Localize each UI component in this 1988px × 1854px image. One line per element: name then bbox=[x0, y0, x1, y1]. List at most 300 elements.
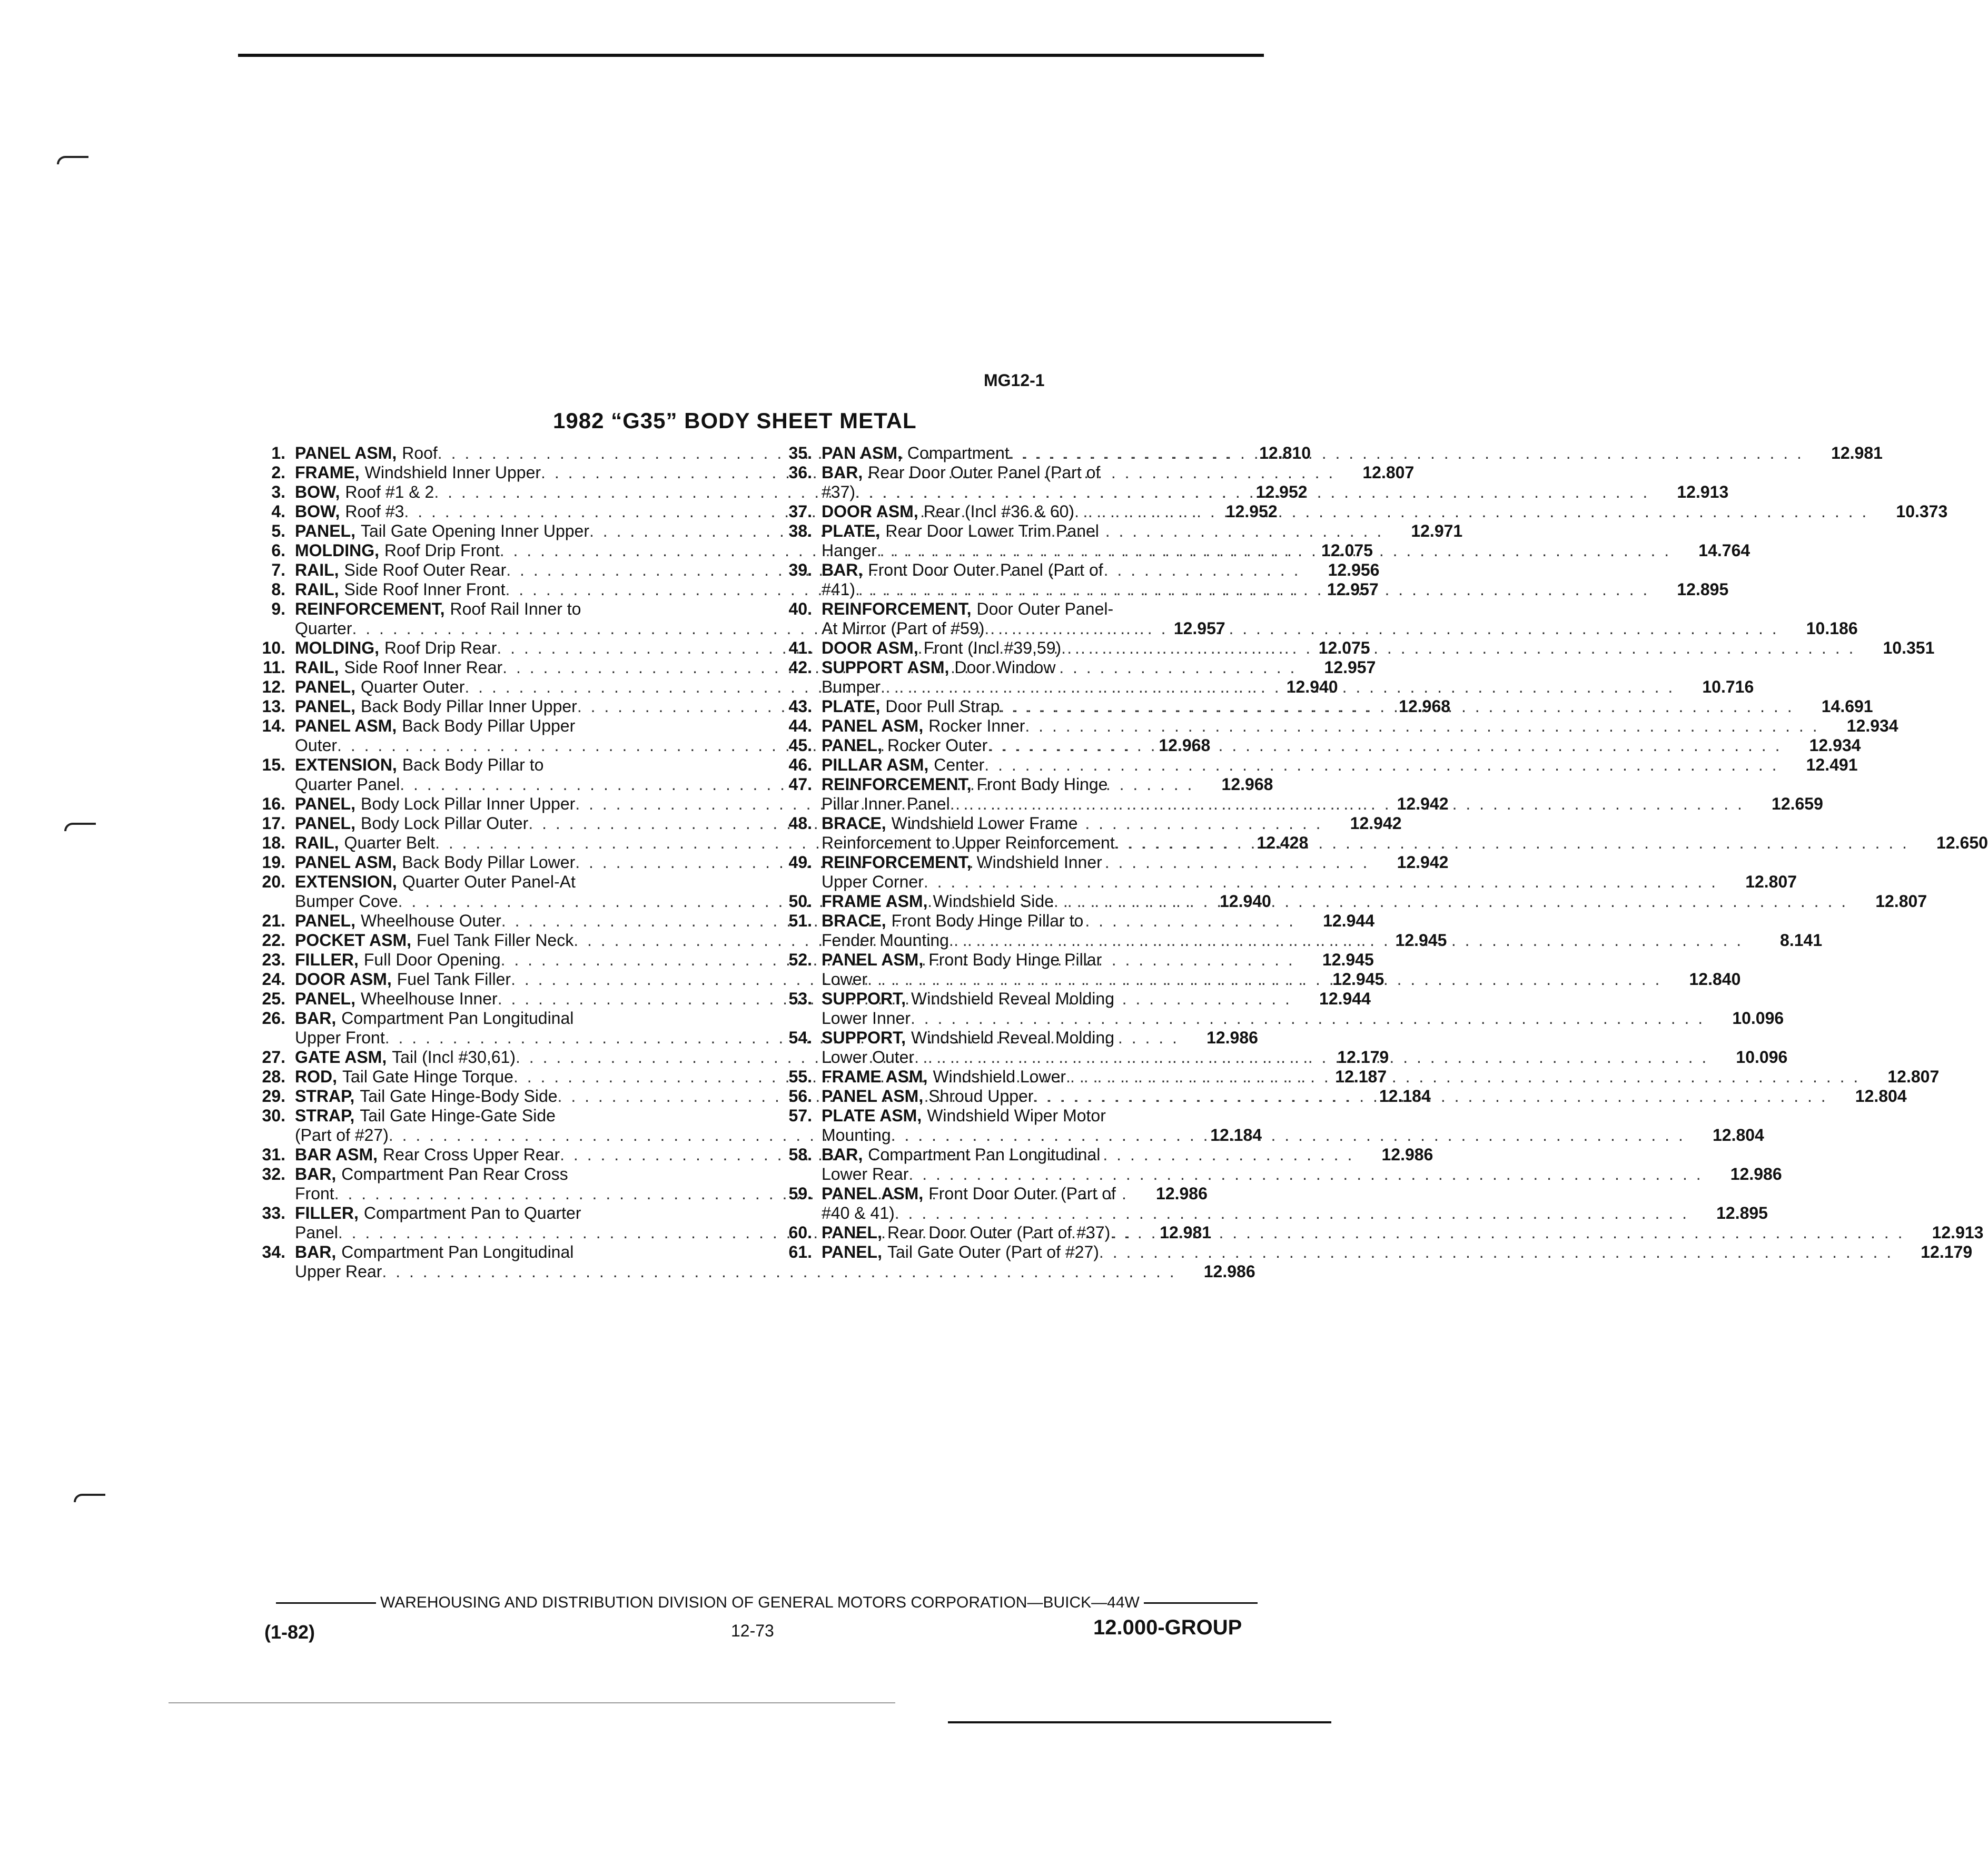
part-number: 23. bbox=[262, 950, 285, 969]
part-text: Compartment Pan Longitudinal bbox=[341, 1009, 574, 1028]
part-text: Rear Door Outer (Part of #37) bbox=[887, 1223, 1111, 1242]
group-number: 10.096 bbox=[1732, 1009, 1784, 1028]
part-number: 19. bbox=[262, 853, 285, 872]
part-number: 30. bbox=[262, 1106, 285, 1125]
part-text: Back Body Pillar to bbox=[402, 755, 544, 774]
part-item bbox=[774, 892, 1927, 911]
part-text: Rear Door Lower Trim Panel bbox=[885, 521, 1099, 540]
part-keyword: PANEL ASM, bbox=[822, 716, 924, 735]
part-text: Hanger bbox=[822, 541, 877, 560]
part-number: 14. bbox=[262, 716, 285, 735]
page-title: 1982 “G35” BODY SHEET METAL bbox=[553, 408, 917, 433]
part-keyword: FILLER, bbox=[295, 950, 359, 969]
part-text: Windshield Reveal Molding bbox=[911, 1028, 1114, 1047]
group-number: 12.187 bbox=[1335, 1067, 1387, 1086]
part-keyword: BAR, bbox=[295, 1165, 337, 1184]
part-keyword: DOOR ASM, bbox=[822, 638, 918, 657]
description-line bbox=[822, 1028, 1787, 1048]
part-description bbox=[822, 892, 1927, 911]
leader-dots bbox=[1099, 1242, 1893, 1262]
part-number: 5. bbox=[271, 521, 285, 540]
group-number: 12.944 bbox=[1323, 911, 1374, 930]
leader-dots bbox=[924, 872, 1718, 892]
group-number: 12.986 bbox=[1206, 1028, 1258, 1047]
part-number: 40. bbox=[788, 599, 812, 618]
part-text: Tail Gate Hinge-Body Side bbox=[360, 1087, 558, 1106]
part-keyword: BRACE, bbox=[822, 814, 886, 833]
part-keyword: PANEL, bbox=[295, 911, 355, 930]
part-keyword: PANEL ASM, bbox=[822, 950, 924, 969]
leader-dots bbox=[891, 1126, 1685, 1145]
part-number: 45. bbox=[788, 736, 812, 755]
part-text: Body Lock Pillar Inner Upper bbox=[360, 794, 576, 813]
leader-dots bbox=[1061, 638, 1855, 658]
leader-dots bbox=[895, 1204, 1689, 1223]
part-item bbox=[774, 755, 1858, 775]
part-number: 10. bbox=[262, 638, 285, 657]
part-text: Front (Incl #39,59) bbox=[923, 638, 1062, 657]
leader-dots bbox=[1074, 502, 1868, 521]
group-number: 12.952 bbox=[1255, 482, 1308, 501]
description-line bbox=[822, 736, 1861, 755]
description-line bbox=[822, 638, 1934, 658]
description-line bbox=[822, 989, 1784, 1009]
part-text: Rocker Inner bbox=[928, 716, 1025, 735]
part-number: 58. bbox=[788, 1145, 812, 1164]
part-text: Side Roof Outer Rear bbox=[344, 560, 507, 579]
bottom-rule bbox=[948, 1721, 1331, 1723]
group-number: 12.945 bbox=[1395, 931, 1447, 950]
group-number: 12.659 bbox=[1772, 794, 1823, 813]
part-text: Compartment Pan Rear Cross bbox=[341, 1165, 568, 1184]
part-text: Roof Drip Rear bbox=[384, 638, 497, 657]
part-number: 24. bbox=[262, 970, 285, 989]
part-text: Rear (Incl #36 & 60) bbox=[923, 502, 1075, 521]
part-item bbox=[774, 716, 1898, 736]
part-keyword: PANEL, bbox=[295, 677, 355, 696]
part-number: 50. bbox=[788, 892, 812, 911]
part-text: Windshield Side bbox=[933, 892, 1054, 911]
part-text: Fuel Tank Filler bbox=[397, 970, 511, 989]
part-keyword: PANEL, bbox=[295, 989, 355, 1008]
part-keyword: MOLDING, bbox=[295, 638, 379, 657]
part-number: 41. bbox=[788, 638, 812, 657]
part-text: Front Body Hinge Pillar bbox=[928, 950, 1102, 969]
leader-dots bbox=[1066, 1067, 1860, 1087]
leader-dots bbox=[987, 736, 1782, 755]
leader-dots bbox=[877, 541, 1671, 560]
description-line bbox=[822, 1204, 1768, 1223]
part-text: Roof Rail Inner to bbox=[450, 599, 581, 618]
description-line bbox=[822, 1067, 1939, 1087]
part-item bbox=[774, 736, 1861, 755]
part-text: Tail Gate Hinge Torque bbox=[342, 1067, 513, 1086]
part-text: Panel bbox=[295, 1223, 338, 1242]
group-number: 12.650 bbox=[1936, 833, 1988, 852]
leader-dots bbox=[1010, 443, 1804, 463]
part-number: 39. bbox=[788, 560, 812, 579]
part-keyword: PANEL, bbox=[295, 794, 355, 813]
description-line bbox=[822, 1165, 1782, 1184]
hole-mark bbox=[57, 156, 88, 164]
part-keyword: BOW, bbox=[295, 482, 340, 501]
footer-rule bbox=[276, 1602, 376, 1604]
part-text: Quarter bbox=[295, 619, 352, 638]
group-number: 12.942 bbox=[1397, 794, 1449, 813]
description-line bbox=[822, 658, 1754, 677]
bottom-rule-faint bbox=[169, 1702, 895, 1703]
part-text: Shroud Upper bbox=[928, 1087, 1034, 1106]
part-keyword: RAIL, bbox=[295, 658, 339, 677]
part-keyword: PLATE, bbox=[822, 521, 881, 540]
part-text: Rocker Outer bbox=[887, 736, 988, 755]
leader-dots bbox=[914, 1048, 1708, 1067]
part-keyword: BAR, bbox=[822, 1145, 863, 1164]
part-text: Compartment Pan to Quarter bbox=[363, 1204, 581, 1222]
part-keyword: PLATE, bbox=[822, 697, 881, 716]
group-number: 12.913 bbox=[1932, 1223, 1984, 1242]
group-number: 8.141 bbox=[1780, 931, 1823, 950]
part-keyword: BRACE, bbox=[822, 911, 886, 930]
part-description bbox=[822, 1145, 1782, 1184]
part-keyword: SUPPORT ASM, bbox=[822, 658, 950, 677]
part-number: 2. bbox=[271, 463, 285, 482]
footer-division: WAREHOUSING AND DISTRIBUTION DIVISION OF GENERAL MOTORS CORPORATION—BUICK—44W bbox=[380, 1594, 1140, 1611]
part-description bbox=[822, 1184, 1768, 1223]
part-description bbox=[822, 1223, 1983, 1242]
description-line bbox=[822, 794, 1823, 814]
part-text: Center bbox=[934, 755, 985, 774]
leader-dots bbox=[984, 619, 1778, 638]
group-number: 12.971 bbox=[1411, 521, 1463, 540]
part-text: #41) bbox=[822, 580, 856, 599]
part-number: 33. bbox=[262, 1204, 285, 1222]
group-number: 12.957 bbox=[1173, 619, 1225, 638]
group-number: 12.956 bbox=[1328, 560, 1380, 579]
leader-dots bbox=[867, 970, 1661, 989]
part-keyword: REINFORCEMENT, bbox=[822, 599, 972, 618]
description-line bbox=[822, 580, 1728, 599]
description-line bbox=[822, 521, 1750, 541]
description-line bbox=[822, 677, 1754, 697]
part-text: Front bbox=[295, 1184, 334, 1203]
group-number: 12.184 bbox=[1379, 1087, 1431, 1106]
part-text: Front Body Hinge Pillar to bbox=[891, 911, 1084, 930]
description-line bbox=[822, 1106, 1764, 1126]
part-description bbox=[822, 1106, 1764, 1145]
part-number: 28. bbox=[262, 1067, 285, 1086]
part-number: 36. bbox=[788, 463, 812, 482]
description-line bbox=[822, 970, 1740, 989]
part-text: Bumper Cove bbox=[295, 892, 398, 911]
part-number: 27. bbox=[262, 1048, 285, 1067]
part-item bbox=[774, 502, 1948, 521]
part-number: 46. bbox=[788, 755, 812, 774]
part-number: 25. bbox=[262, 989, 285, 1008]
part-number: 47. bbox=[788, 775, 812, 794]
description-line bbox=[822, 931, 1822, 950]
part-text: Upper Rear bbox=[295, 1262, 382, 1281]
group-number: 12.968 bbox=[1221, 775, 1273, 794]
group-number: 12.957 bbox=[1324, 658, 1376, 677]
part-keyword: POCKET ASM, bbox=[295, 931, 412, 950]
part-keyword: PILLAR ASM, bbox=[822, 755, 929, 774]
part-number: 18. bbox=[262, 833, 285, 852]
part-text: Back Body Pillar Inner Upper bbox=[360, 697, 577, 716]
group-number: 12.944 bbox=[1319, 989, 1371, 1008]
part-text: Upper Corner bbox=[822, 872, 924, 891]
group-number: 12.810 bbox=[1259, 443, 1311, 462]
leader-dots bbox=[855, 482, 1649, 502]
part-number: 17. bbox=[262, 814, 285, 833]
group-number: 12.934 bbox=[1809, 736, 1861, 755]
part-description bbox=[822, 443, 1883, 463]
part-number: 32. bbox=[262, 1165, 285, 1184]
footer-division-line bbox=[272, 1594, 1262, 1612]
part-text: Compartment Pan Longitudinal bbox=[868, 1145, 1101, 1164]
group-number: 12.942 bbox=[1397, 853, 1449, 872]
group-number: 12.986 bbox=[1156, 1184, 1208, 1203]
group-number: 12.895 bbox=[1677, 580, 1729, 599]
description-line bbox=[822, 1009, 1784, 1028]
group-number: 12.986 bbox=[1730, 1165, 1782, 1184]
part-number: 4. bbox=[271, 502, 285, 521]
part-number: 11. bbox=[263, 658, 285, 677]
part-number: 1. bbox=[271, 443, 285, 462]
part-text: Windshield Wiper Motor bbox=[927, 1106, 1106, 1125]
part-description bbox=[822, 911, 1822, 950]
part-number: 53. bbox=[788, 989, 812, 1008]
part-description bbox=[822, 1028, 1787, 1067]
footer-date: (1-82) bbox=[264, 1621, 315, 1643]
part-number: 22. bbox=[262, 931, 285, 950]
part-keyword: SUPPORT, bbox=[822, 989, 906, 1008]
part-text: Bumper bbox=[822, 677, 881, 696]
part-keyword: BAR, bbox=[822, 560, 863, 579]
group-number: 12.940 bbox=[1286, 677, 1338, 696]
description-line bbox=[822, 1223, 1983, 1242]
description-line bbox=[822, 1048, 1787, 1067]
part-number: 31. bbox=[262, 1145, 285, 1164]
part-text: #40 & 41) bbox=[822, 1204, 895, 1222]
part-text: Mounting bbox=[822, 1126, 891, 1145]
group-number: 12.428 bbox=[1257, 833, 1309, 852]
description-line bbox=[822, 755, 1858, 775]
leader-dots bbox=[1000, 697, 1794, 716]
description-line bbox=[822, 911, 1822, 931]
group-number: 12.934 bbox=[1846, 716, 1898, 735]
part-keyword: RAIL, bbox=[295, 580, 339, 599]
part-keyword: DOOR ASM, bbox=[822, 502, 918, 521]
part-text: Quarter Panel bbox=[295, 775, 400, 794]
part-keyword: PANEL ASM, bbox=[822, 1087, 924, 1106]
part-text: Roof #3 bbox=[345, 502, 404, 521]
description-line bbox=[822, 541, 1750, 560]
part-text: Body Lock Pillar Outer bbox=[360, 814, 529, 833]
part-description bbox=[822, 989, 1784, 1028]
part-description bbox=[822, 1087, 1907, 1106]
part-number: 60. bbox=[788, 1223, 812, 1242]
part-text: Pillar Inner Panel bbox=[822, 794, 950, 813]
part-text: Front Door Outer (Part of bbox=[928, 1184, 1116, 1203]
part-description bbox=[822, 716, 1898, 736]
part-description bbox=[822, 814, 1988, 853]
group-number: 12.804 bbox=[1712, 1126, 1764, 1145]
group-number: 12.840 bbox=[1689, 970, 1741, 989]
part-number: 56. bbox=[788, 1087, 812, 1106]
part-text: Front Body Hinge bbox=[976, 775, 1108, 794]
leader-dots bbox=[950, 794, 1744, 814]
part-number: 29. bbox=[262, 1087, 285, 1106]
part-text: Compartment bbox=[907, 443, 1010, 462]
part-item bbox=[774, 1242, 1973, 1262]
part-keyword: PANEL, bbox=[295, 521, 355, 540]
description-line bbox=[822, 775, 1823, 794]
description-line bbox=[822, 1087, 1907, 1106]
part-text: Windshield Lower bbox=[933, 1067, 1066, 1086]
part-text: Fender Mounting bbox=[822, 931, 949, 950]
part-description bbox=[822, 638, 1934, 658]
hole-mark bbox=[74, 1494, 105, 1502]
leader-dots bbox=[1054, 892, 1848, 911]
description-line bbox=[822, 1126, 1764, 1145]
part-text: Door Outer Panel- bbox=[976, 599, 1114, 618]
part-keyword: PANEL ASM, bbox=[822, 1184, 924, 1203]
part-text: Roof #1 & 2 bbox=[345, 482, 434, 501]
description-line bbox=[822, 1242, 1972, 1262]
part-text: Lower Inner bbox=[822, 1009, 911, 1028]
part-text: Quarter Outer bbox=[360, 677, 465, 696]
description-line bbox=[822, 443, 1883, 463]
top-rule bbox=[238, 54, 1264, 57]
part-text: Tail Gate Hinge-Gate Side bbox=[360, 1106, 556, 1125]
part-keyword: EXTENSION, bbox=[295, 872, 397, 891]
part-keyword: BAR, bbox=[822, 463, 863, 482]
part-text: Tail (Incl #30,61) bbox=[392, 1048, 516, 1067]
part-text: Upper Front bbox=[295, 1028, 385, 1047]
leader-dots bbox=[1025, 716, 1819, 736]
part-keyword: GATE ASM, bbox=[295, 1048, 387, 1067]
part-number: 51. bbox=[788, 911, 812, 930]
part-description bbox=[822, 853, 1797, 892]
part-keyword: REINFORCEMENT, bbox=[822, 775, 972, 794]
part-number: 48. bbox=[788, 814, 812, 833]
description-line bbox=[822, 872, 1797, 892]
part-text: Roof bbox=[402, 443, 438, 462]
part-keyword: RAIL, bbox=[295, 560, 339, 579]
part-number: 13. bbox=[262, 697, 285, 716]
group-number: 10.186 bbox=[1806, 619, 1858, 638]
part-number: 52. bbox=[788, 950, 812, 969]
part-keyword: PANEL, bbox=[822, 1223, 882, 1242]
group-number: 12.491 bbox=[1806, 755, 1858, 774]
group-number: 12.945 bbox=[1322, 950, 1374, 969]
part-description bbox=[822, 755, 1858, 775]
part-description bbox=[822, 950, 1740, 989]
description-line bbox=[822, 697, 1873, 716]
part-text: Tail Gate Opening Inner Upper bbox=[360, 521, 589, 540]
part-number: 8. bbox=[271, 580, 285, 599]
part-number: 37. bbox=[788, 502, 812, 521]
part-number: 15. bbox=[262, 755, 285, 774]
group-number: 12.075 bbox=[1321, 541, 1373, 560]
part-number: 43. bbox=[788, 697, 812, 716]
part-keyword: EXTENSION, bbox=[295, 755, 397, 774]
part-keyword: DOOR ASM, bbox=[295, 970, 392, 989]
group-number: 10.351 bbox=[1883, 638, 1935, 657]
part-text: Quarter Outer Panel-At bbox=[402, 872, 576, 891]
part-text: Back Body Pillar Upper bbox=[402, 716, 576, 735]
part-number: 59. bbox=[788, 1184, 812, 1203]
group-number: 12.981 bbox=[1160, 1223, 1212, 1242]
part-text: Quarter Belt bbox=[344, 833, 436, 852]
group-number: 12.981 bbox=[1831, 443, 1883, 462]
footer-page-number: 12-73 bbox=[731, 1621, 774, 1640]
part-text: Side Roof Inner Rear bbox=[344, 658, 503, 677]
part-number: 57. bbox=[788, 1106, 812, 1125]
part-text: Outer bbox=[295, 736, 338, 755]
group-number: 12.986 bbox=[1203, 1262, 1255, 1281]
part-keyword: FRAME, bbox=[295, 463, 360, 482]
hole-mark bbox=[64, 823, 96, 831]
leader-dots bbox=[984, 755, 1778, 775]
part-number: 55. bbox=[788, 1067, 812, 1086]
part-text: Windshield Reveal Molding bbox=[911, 989, 1114, 1008]
description-line bbox=[822, 560, 1728, 580]
part-number: 26. bbox=[262, 1009, 285, 1028]
leader-dots bbox=[382, 1262, 1176, 1281]
description-line bbox=[822, 853, 1797, 872]
part-number: 21. bbox=[262, 911, 285, 930]
part-description bbox=[822, 736, 1861, 755]
group-number: 12.807 bbox=[1745, 872, 1797, 891]
part-number: 54. bbox=[788, 1028, 812, 1047]
description-line bbox=[822, 599, 1858, 619]
part-number: 34. bbox=[262, 1242, 285, 1261]
leader-dots bbox=[1115, 833, 1909, 853]
part-keyword: PAN ASM, bbox=[822, 443, 902, 462]
part-keyword: PANEL ASM, bbox=[295, 443, 397, 462]
part-keyword: PANEL ASM, bbox=[295, 853, 397, 872]
description-line bbox=[822, 463, 1728, 482]
group-number: 14.764 bbox=[1698, 541, 1750, 560]
part-description bbox=[822, 1067, 1939, 1087]
part-keyword: REINFORCEMENT, bbox=[295, 599, 445, 618]
footer-rule bbox=[1144, 1602, 1258, 1604]
group-number: 12.940 bbox=[1219, 892, 1271, 911]
part-text: Wheelhouse Inner bbox=[360, 989, 498, 1008]
leader-dots bbox=[855, 580, 1649, 599]
part-keyword: PANEL, bbox=[295, 814, 355, 833]
group-number: 10.373 bbox=[1896, 502, 1948, 521]
group-number: 12.942 bbox=[1350, 814, 1402, 833]
part-keyword: ROD, bbox=[295, 1067, 337, 1086]
part-item bbox=[774, 1184, 1768, 1223]
part-number: 16. bbox=[262, 794, 285, 813]
part-number: 42. bbox=[788, 658, 812, 677]
part-number: 20. bbox=[262, 872, 285, 891]
part-description bbox=[822, 599, 1858, 638]
description-line bbox=[822, 892, 1927, 911]
part-description bbox=[822, 521, 1750, 560]
group-number: 12.968 bbox=[1159, 736, 1211, 755]
part-item bbox=[774, 1145, 1782, 1184]
part-description bbox=[822, 658, 1754, 697]
part-text: Tail Gate Outer (Part of #27) bbox=[887, 1242, 1099, 1261]
part-keyword: PLATE ASM, bbox=[822, 1106, 922, 1125]
group-number: 12.807 bbox=[1887, 1067, 1940, 1086]
part-text: Door Pull Strap bbox=[885, 697, 1000, 716]
